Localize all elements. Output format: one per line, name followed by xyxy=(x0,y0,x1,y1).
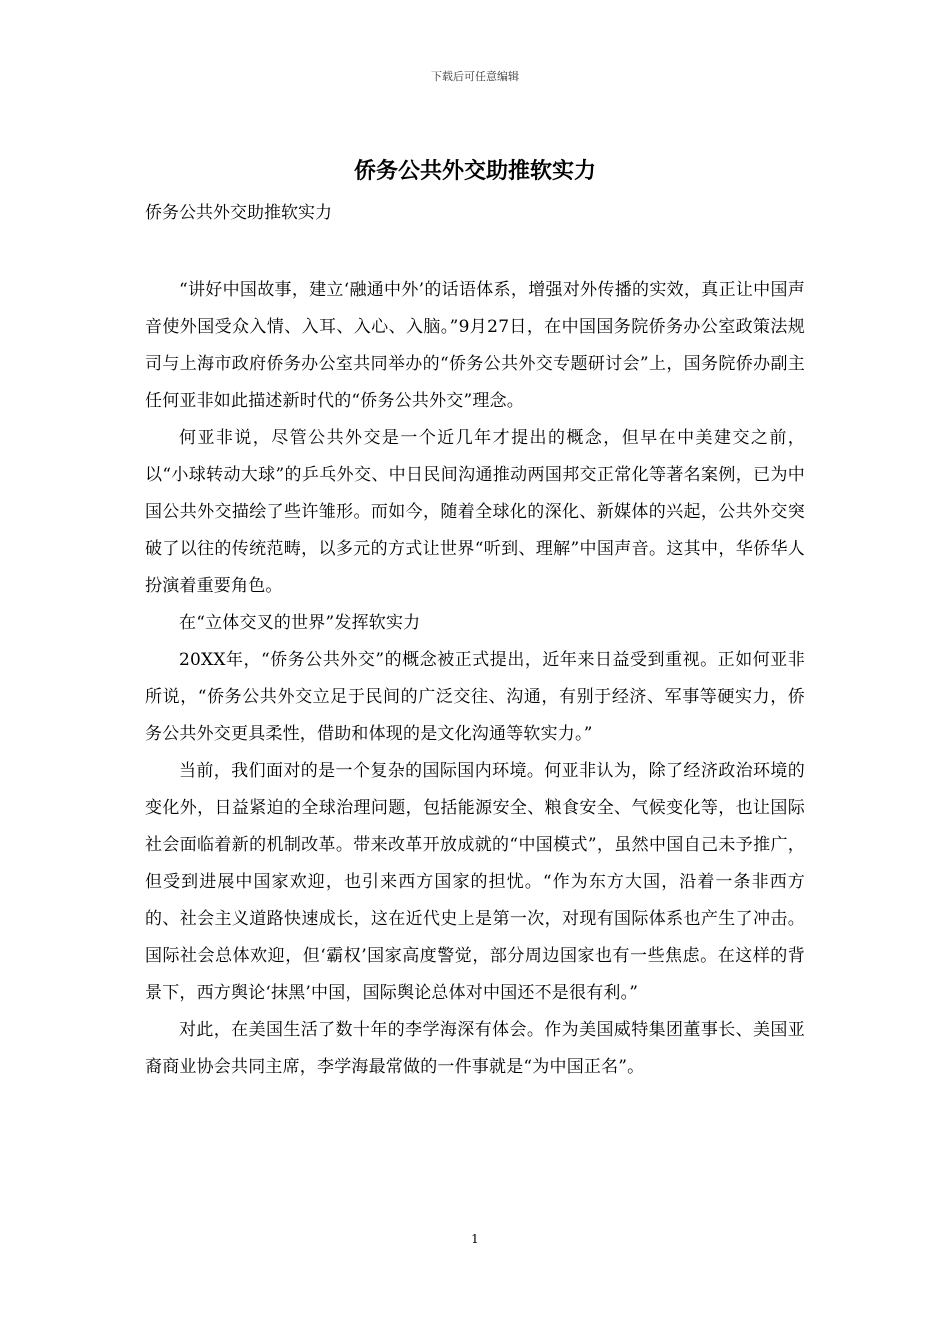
paragraph: 当前，我们面对的是一个复杂的国际国内环境。何亚非认为，除了经济政治环境的变化外，日益紧迫的全球治理问题，包括能源安全、粮食安全、气候变化等，也让国际社会面临着新的机制改革。带来改革开放成就的“中国模式”，虽然中国自己未予推广，但受到进展中国家欢迎，也引来西方国家的担忧。“作为东方大国，沿着一条非西方的、社会主义道路快速成长，这在近代史上是第一次，对现有国际体系也产生了冲击。国际社会总体欢迎，但‘霸权’国家高度警觉，部分周边国家也有一些焦虑。在这样的背景下，西方舆论‘抹黑’中国，国际舆论总体对中国还不是很有利。” xyxy=(145,761,805,1003)
paragraph: “讲好中国故事，建立‘融通中外’的话语体系，增强对外传播的实效，真正让中国声音使外国受众入情、入耳、入心、入脑。”9月27日，在中国国务院侨务办公室政策法规司与上海市政府侨务办公室共同举办的“侨务公共外交专题研讨会”上，国务院侨办副主任何亚非如此描述新时代的“侨务公共外交”理念。 xyxy=(145,280,805,411)
section-heading: 在“立体交叉的世界”发挥软实力 xyxy=(179,613,421,633)
page-header-note: 下载后可任意编辑 xyxy=(431,70,519,83)
document-subtitle: 侨务公共外交助推软实力 xyxy=(145,203,332,223)
page-number: 1 xyxy=(471,1232,479,1246)
paragraph: 20XX年，“侨务公共外交”的概念被正式提出，近年来日益受到重视。正如何亚非所说，“侨务公共外交立足于民间的广泛交往、沟通，有别于经济、军事等硬实力，侨务公共外交更具柔性，借助和体现的是文化沟通等软实力。” xyxy=(145,650,805,744)
document-title: 侨务公共外交助推软实力 xyxy=(353,158,596,184)
document-body xyxy=(145,272,805,1086)
paragraph: 何亚非说，尽管公共外交是一个近几年才提出的概念，但早在中美建交之前，以“小球转动大球”的乒乓外交、中日民间沟通推动两国邦交正常化等著名案例，已为中国公共外交描绘了些许雏形。而如今，随着全球化的深化、新媒体的兴起，公共外交突破了以往的传统范畴，以多元的方式让世界“听到、理解”中国声音。这其中，华侨华人扮演着重要角色。 xyxy=(145,428,805,596)
paragraph: 对此，在美国生活了数十年的李学海深有体会。作为美国威特集团董事长、美国亚裔商业协会共同主席，李学海最常做的一件事就是“为中国正名”。 xyxy=(145,1020,805,1077)
